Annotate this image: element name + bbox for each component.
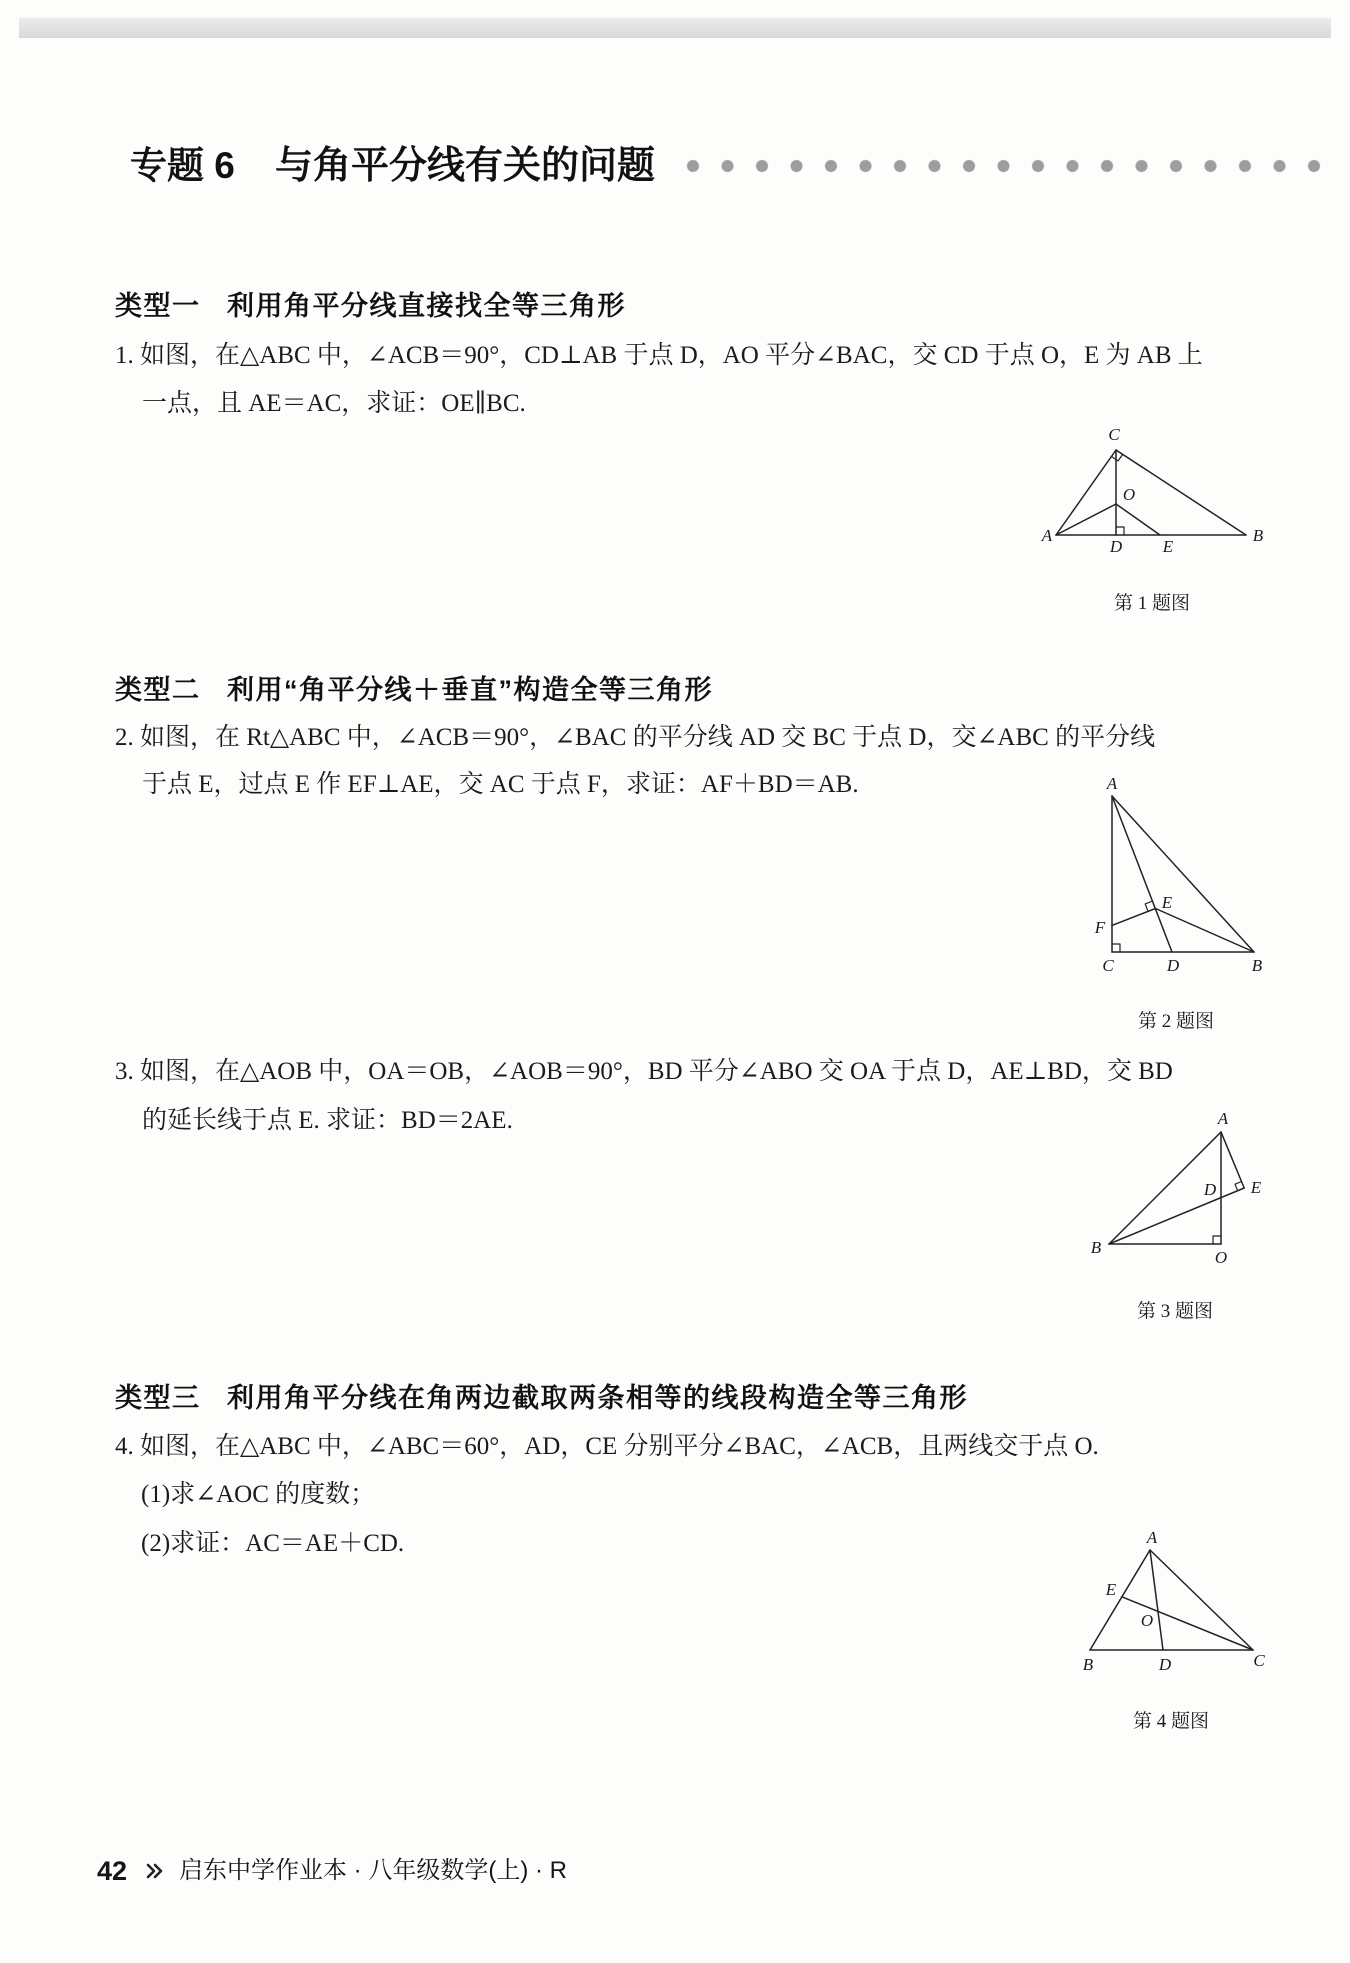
fig2-point-label-f: F	[1094, 918, 1106, 937]
fig4-segment-ca	[1150, 1550, 1253, 1650]
fig2-segment-ef	[1112, 909, 1156, 926]
fig2-point-label-d: D	[1166, 956, 1180, 975]
fig4-segment-ad	[1150, 1550, 1163, 1650]
fig3-point-label-b: B	[1090, 1238, 1102, 1257]
problem-2-line-2: 于点 E，过点 E 作 EF⊥AE，交 AC 于点 F，求证：AF＋BD＝AB.	[142, 771, 859, 798]
fig3-point-label-d: D	[1203, 1180, 1217, 1199]
section-2-title: 利用“角平分线＋垂直”构造全等三角形	[227, 675, 713, 705]
problem-1-figure-caption: 第 1 题图	[1113, 593, 1190, 614]
fig1-point-label-c: C	[1108, 425, 1120, 444]
fig2-segment-ad	[1112, 796, 1172, 952]
section-1-title: 利用角平分线直接找全等三角形	[227, 291, 626, 321]
problem-4-line-1: 4. 如图，在△ABC 中，∠ABC＝60°，AD，CE 分别平分∠BAC，∠ACB，且两线交于点 O.	[115, 1433, 1099, 1460]
fig3-point-label-o: O	[1214, 1248, 1228, 1267]
fig4-point-label-a: A	[1146, 1528, 1158, 1547]
fig3-segment-be	[1109, 1188, 1244, 1244]
fig2-point-label-b: B	[1251, 956, 1263, 975]
page-title: 与角平分线有关的问题	[275, 145, 656, 187]
problem-4-figure	[1075, 1520, 1270, 1685]
double-chevron-icon	[145, 1861, 165, 1881]
page-number: 42	[97, 1856, 128, 1886]
fig3-segment-ae	[1221, 1132, 1244, 1188]
fig1-segment-cb	[1116, 450, 1246, 535]
fig2-right-angle-c	[1112, 944, 1120, 952]
fig2-point-label-e: E	[1161, 893, 1173, 912]
fig3-right-angle-o	[1213, 1236, 1221, 1244]
problem-3-line-2: 的延长线于点 E. 求证：BD＝2AE.	[142, 1107, 513, 1134]
problem-1-figure	[1030, 420, 1275, 565]
fig2-point-label-a: A	[1106, 774, 1118, 793]
problem-2-figure-caption: 第 2 题图	[1137, 1011, 1214, 1032]
section-3-label: 类型三	[115, 1383, 201, 1413]
problem-4-figure-caption: 第 4 题图	[1132, 1711, 1209, 1732]
fig1-point-label-o: O	[1122, 485, 1136, 504]
fig3-point-label-e: E	[1250, 1178, 1262, 1197]
problem-2-line-1: 2. 如图，在 Rt△ABC 中，∠ACB＝90°，∠BAC 的平分线 AD 交 BC 于点 D，交∠ABC 的平分线	[115, 724, 1156, 751]
section-2-label: 类型二	[115, 675, 201, 705]
section-1-label: 类型一	[115, 291, 201, 321]
problem-3-line-1: 3. 如图，在△AOB 中，OA＝OB，∠AOB＝90°，BD 平分∠ABO 交 OA 于点 D，AE⊥BD，交 BD	[115, 1058, 1173, 1085]
fig1-segment-oe	[1116, 504, 1160, 535]
fig1-segment-ac	[1056, 450, 1116, 535]
problem-2-figure	[1080, 770, 1280, 980]
book-title: 启东中学作业本 · 八年级数学(上) · R	[179, 1857, 567, 1884]
problem-3-figure	[1080, 1105, 1270, 1275]
fig1-right-angle-d	[1116, 527, 1124, 535]
fig4-point-label-o: O	[1140, 1611, 1154, 1630]
fig4-segment-ab	[1090, 1550, 1150, 1650]
fig1-point-label-a: A	[1041, 526, 1053, 545]
fig2-segment-ab	[1112, 796, 1254, 952]
fig3-point-label-a: A	[1217, 1109, 1229, 1128]
fig2-point-label-c: C	[1102, 956, 1114, 975]
fig1-segment-ao	[1056, 504, 1116, 535]
fig1-point-label-e: E	[1162, 537, 1174, 556]
fig4-point-label-c: C	[1253, 1651, 1265, 1670]
fig4-point-label-e: E	[1105, 1580, 1117, 1599]
section-3-title: 利用角平分线在角两边截取两条相等的线段构造全等三角形	[227, 1383, 968, 1413]
problem-1-line-2: 一点，且 AE＝AC，求证：OE∥BC.	[142, 390, 526, 417]
fig1-point-label-b: B	[1252, 526, 1264, 545]
top-header-bar	[19, 18, 1331, 38]
problem-4-subquestion-2: (2)求证：AC＝AE＋CD.	[141, 1530, 405, 1557]
fig1-point-label-d: D	[1109, 537, 1123, 556]
fig4-point-label-b: B	[1082, 1655, 1094, 1674]
problem-4-subquestion-1: (1)求∠AOC 的度数；	[141, 1481, 376, 1508]
title-dot-leader	[686, 159, 1334, 173]
topic-label: 专题 6	[130, 145, 235, 186]
fig4-point-label-d: D	[1158, 1655, 1172, 1674]
problem-1-line-1: 1. 如图，在△ABC 中，∠ACB＝90°，CD⊥AB 于点 D，AO 平分∠BAC，交 CD 于点 O，E 为 AB 上	[115, 342, 1203, 369]
problem-3-figure-caption: 第 3 题图	[1136, 1301, 1213, 1322]
